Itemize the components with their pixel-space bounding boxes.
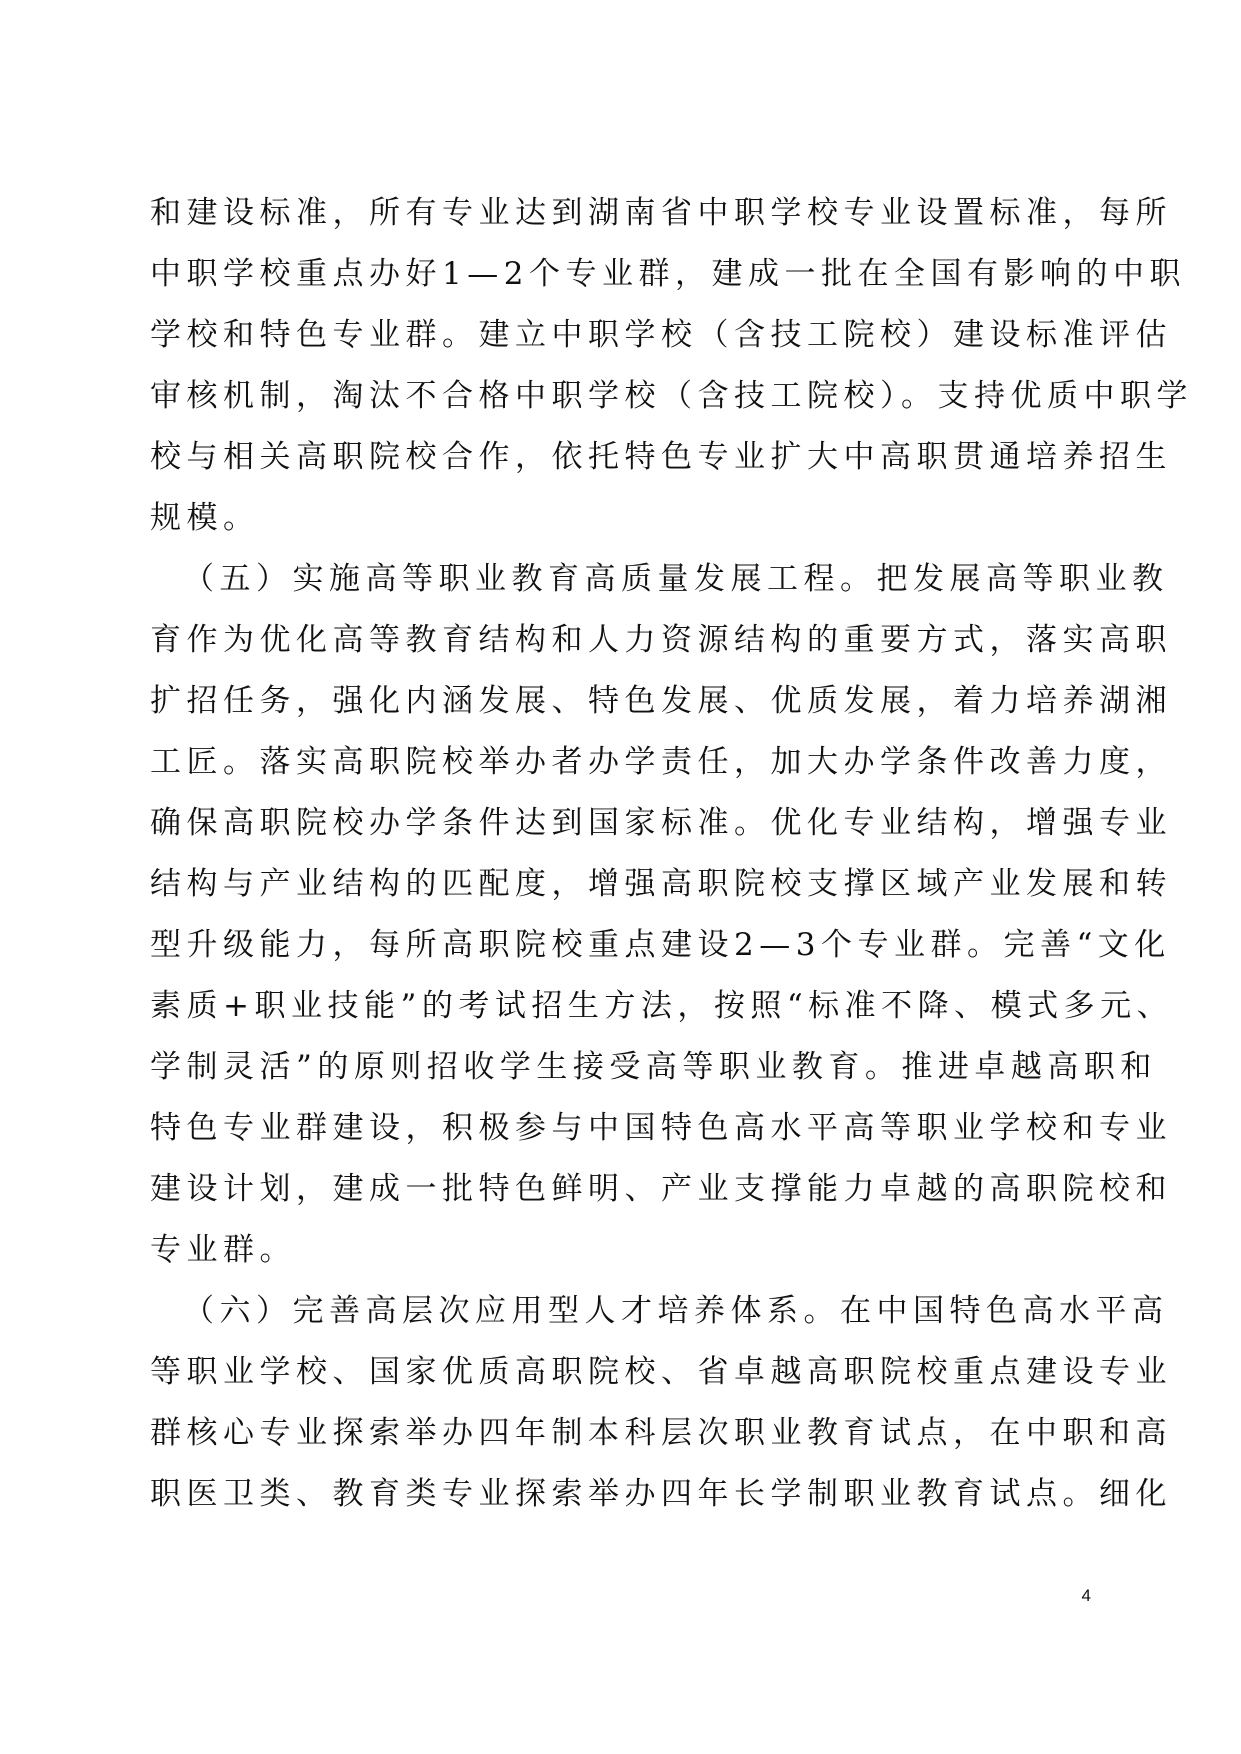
page-number: 4 <box>1081 1586 1091 1605</box>
text-line: 和建设标准，所有专业达到湖南省中职学校专业设置标准，每所 <box>150 195 1172 231</box>
text-line: 素质+职业技能”的考试招生方法，按照“标准不降、模式多元、 <box>150 988 1174 1024</box>
text-line: 建设计划，建成一批特色鲜明、产业支撑能力卓越的高职院校和 <box>150 1171 1172 1207</box>
text-line: 审核机制，淘汰不合格中职学校（含技工院校）。支持优质中职学 <box>150 378 1193 414</box>
section-heading-line: （六）完善高层次应用型人才培养体系。在中国特色高水平高 <box>183 1293 1169 1329</box>
text-line: 扩招任务，强化内涵发展、特色发展、优质发展，着力培养湖湘 <box>150 683 1172 719</box>
text-line: 育作为优化高等教育结构和人力资源结构的重要方式，落实高职 <box>150 622 1172 658</box>
text-line: 专业群。 <box>150 1232 296 1268</box>
text-line: 特色专业群建设，积极参与中国特色高水平高等职业学校和专业 <box>150 1110 1172 1146</box>
text-line: 结构与产业结构的匹配度，增强高职院校支撑区域产业发展和转 <box>150 866 1172 902</box>
text-line: 确保高职院校办学条件达到国家标准。优化专业结构，增强专业 <box>150 805 1172 841</box>
body-text <box>150 183 1193 1525</box>
text-line: 职医卫类、教育类专业探索举办四年长学制职业教育试点。细化 <box>150 1476 1172 1512</box>
text-line: 群核心专业探索举办四年制本科层次职业教育试点，在中职和高 <box>150 1415 1172 1451</box>
text-line: 工匠。落实高职院校举办者办学责任，加大办学条件改善力度， <box>150 744 1172 780</box>
text-line: 学制灵活”的原则招收学生接受高等职业教育。推进卓越高职和 <box>150 1049 1157 1085</box>
text-line: 校与相关高职院校合作，依托特色专业扩大中高职贯通培养招生 <box>150 439 1172 475</box>
text-line: 等职业学校、国家优质高职院校、省卓越高职院校重点建设专业 <box>150 1354 1172 1390</box>
text-line: 学校和特色专业群。建立中职学校（含技工院校）建设标准评估 <box>150 317 1172 353</box>
text-line: 规模。 <box>150 500 260 536</box>
text-line: 型升级能力，每所高职院校重点建设2—3个专业群。完善“文化 <box>150 927 1171 963</box>
section-heading-line: （五）实施高等职业教育高质量发展工程。把发展高等职业教 <box>183 561 1169 597</box>
text-line: 中职学校重点办好1—2个专业群，建成一批在全国有影响的中职 <box>150 256 1186 292</box>
